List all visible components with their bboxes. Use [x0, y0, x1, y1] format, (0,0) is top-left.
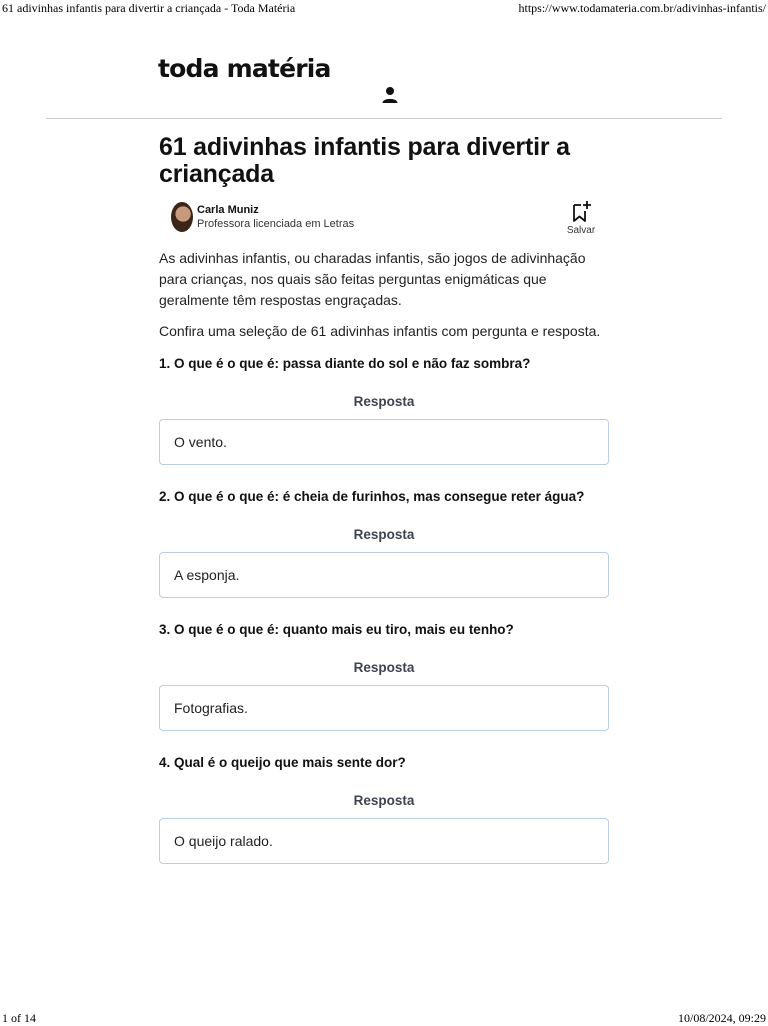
header-divider — [46, 118, 722, 119]
riddle-question: 1. O que é o que é: passa diante do sol e não faz sombra? — [159, 356, 531, 371]
riddle-answer — [159, 818, 609, 864]
site-logo[interactable]: toda matéria — [158, 54, 331, 83]
riddle-question: 2. O que é o que é: é cheia de furinhos, mas consegue reter água? — [159, 489, 585, 504]
article-title: 61 adivinhas infantis para divertir a criançada — [159, 133, 570, 188]
author-role: Professora licenciada em Letras — [197, 218, 355, 230]
intro-paragraph: Confira uma seleção de 61 adivinhas infantis com pergunta e resposta. — [159, 323, 601, 339]
author-name[interactable]: Carla Muniz — [197, 204, 259, 216]
answer-toggle-button[interactable]: Resposta — [159, 394, 609, 409]
riddle-answer — [159, 419, 609, 465]
print-page-url: https://www.todamateria.com.br/adivinhas-infantis/ — [518, 1, 766, 15]
riddle-answer — [159, 552, 609, 598]
answer-toggle-button[interactable]: Resposta — [159, 660, 609, 675]
riddle-question: 3. O que é o que é: quanto mais eu tiro, mais eu tenho? — [159, 622, 514, 637]
site-header — [0, 0, 768, 120]
answer-toggle-button[interactable]: Resposta — [159, 527, 609, 542]
print-page-title: 61 adivinhas infantis para divertir a criançada - Toda Matéria — [2, 1, 296, 15]
riddle-answer — [159, 685, 609, 731]
riddle-item — [159, 620, 609, 731]
answer-text: A esponja. — [174, 567, 240, 583]
user-account-icon[interactable] — [381, 86, 399, 104]
riddle-item — [159, 354, 609, 465]
answer-text: O queijo ralado. — [174, 833, 273, 849]
answer-text: O vento. — [174, 434, 227, 450]
article — [159, 134, 609, 864]
print-footer — [0, 1009, 768, 1024]
answer-text: Fotografias. — [174, 700, 248, 716]
author-avatar — [171, 202, 193, 232]
save-label: Salvar — [566, 225, 596, 236]
print-timestamp: 10/08/2024, 09:29 — [677, 1011, 766, 1025]
author-bar — [159, 200, 609, 244]
intro-paragraph: As adivinhas infantis, ou charadas infantis, são jogos de adivinhação para crianças, nos quais são feitas perguntas enigmáticas que geralmente têm respostas engraçadas. — [159, 250, 586, 308]
answer-toggle-button[interactable]: Resposta — [159, 793, 609, 808]
riddle-item — [159, 753, 609, 864]
bookmark-add-icon — [570, 200, 592, 224]
riddle-item — [159, 487, 609, 598]
riddle-question: 4. Qual é o queijo que mais sente dor? — [159, 755, 406, 770]
save-button[interactable] — [565, 200, 597, 236]
print-page-count: 1 of 14 — [2, 1011, 36, 1025]
